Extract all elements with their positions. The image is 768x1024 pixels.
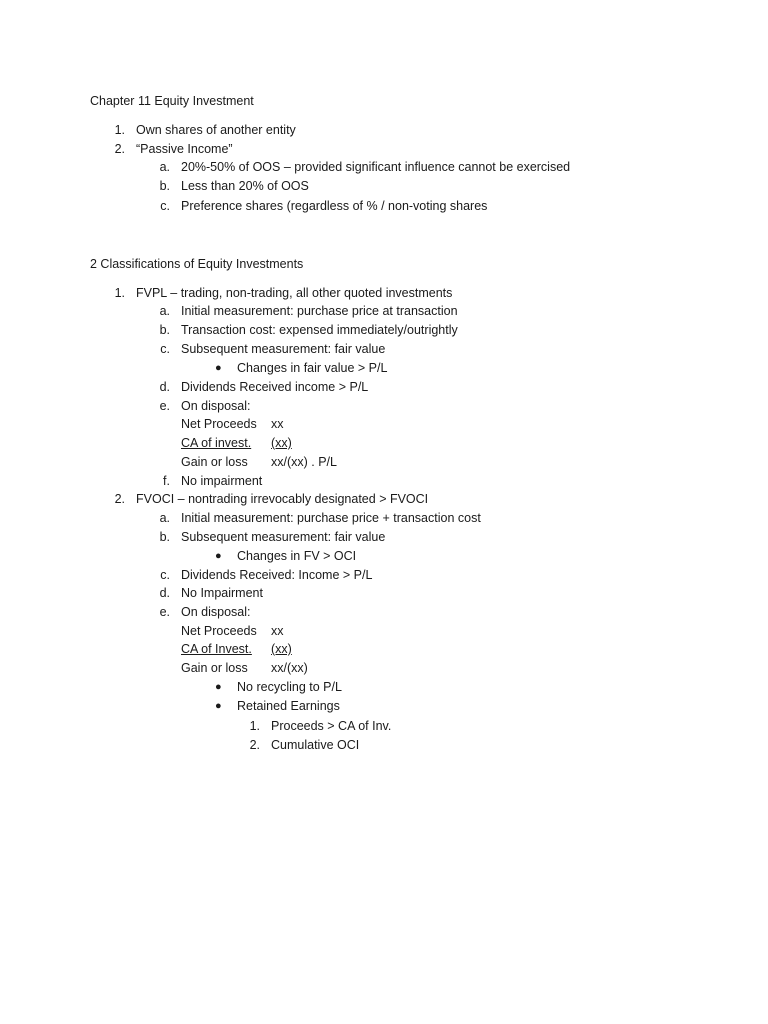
list-item: Less than 20% of OOS xyxy=(181,179,309,193)
list-item: Initial measurement: purchase price + transaction cost xyxy=(181,511,481,525)
fvpl-heading: FVPL – trading, non-trading, all other quoted investments xyxy=(136,286,453,300)
list-item: Cumulative OCI xyxy=(271,738,360,752)
list-marker: e. xyxy=(159,399,170,413)
bullet-icon: ● xyxy=(215,362,222,374)
list-item: Dividends Received: Income > P/L xyxy=(181,568,373,582)
carrying-amount-value: (xx) xyxy=(271,642,292,656)
list-marker: b. xyxy=(159,179,170,193)
list-marker: a. xyxy=(159,160,170,174)
list-item: Retained Earnings xyxy=(237,699,340,713)
list-marker: c. xyxy=(160,568,170,582)
list-marker: 2. xyxy=(249,738,260,752)
list-marker: 1. xyxy=(114,286,125,300)
list-marker: c. xyxy=(160,342,170,356)
bullet-icon: ● xyxy=(215,681,222,693)
list-item: Transaction cost: expensed immediately/outrightly xyxy=(181,323,458,337)
fvoci-heading: FVOCI – nontrading irrevocably designated > FVOCI xyxy=(136,492,429,506)
list-item: Changes in fair value > P/L xyxy=(237,361,388,375)
list-marker: b. xyxy=(159,530,170,544)
list-marker: d. xyxy=(159,380,170,394)
list-item: Changes in FV > OCI xyxy=(237,549,357,563)
list-marker: 2. xyxy=(114,492,125,506)
list-marker: e. xyxy=(159,605,170,619)
bullet-icon: ● xyxy=(215,700,222,712)
carrying-amount-value: (xx) xyxy=(271,436,292,450)
list-marker: a. xyxy=(159,304,170,318)
gain-loss-label: Gain or loss xyxy=(181,455,248,469)
gain-loss-value: xx/(xx) . P/L xyxy=(271,455,337,469)
list-marker: c. xyxy=(160,199,170,213)
net-proceeds-label: Net Proceeds xyxy=(181,624,257,638)
list-marker: 2. xyxy=(114,142,125,156)
list-item: No recycling to P/L xyxy=(237,680,342,694)
document-title: Chapter 11 Equity Investment xyxy=(90,94,254,108)
list-item: 20%-50% of OOS – provided significant influence cannot be exercised xyxy=(181,160,571,174)
bullet-icon: ● xyxy=(215,550,222,562)
list-item: Subsequent measurement: fair value xyxy=(181,530,386,544)
list-marker: 1. xyxy=(114,123,125,137)
gain-loss-label: Gain or loss xyxy=(181,661,248,675)
net-proceeds-label: Net Proceeds xyxy=(181,417,257,431)
net-proceeds-value: xx xyxy=(271,624,284,638)
list-item: Proceeds > CA of Inv. xyxy=(271,719,392,733)
list-item: Initial measurement: purchase price at transaction xyxy=(181,304,458,318)
list-item: On disposal: xyxy=(181,605,251,619)
list-marker: d. xyxy=(159,586,170,600)
gain-loss-value: xx/(xx) xyxy=(271,661,308,675)
list-item: On disposal: xyxy=(181,399,251,413)
list-marker: b. xyxy=(159,323,170,337)
list-item: Preference shares (regardless of % / non-voting shares xyxy=(181,199,488,213)
list-item: Subsequent measurement: fair value xyxy=(181,342,386,356)
carrying-amount-label: CA of Invest. xyxy=(181,642,252,656)
list-marker: a. xyxy=(159,511,170,525)
net-proceeds-value: xx xyxy=(271,417,284,431)
section-heading: 2 Classifications of Equity Investments xyxy=(90,257,304,271)
carrying-amount-label: CA of invest. xyxy=(181,436,252,450)
list-marker: f. xyxy=(163,474,170,488)
list-item: Dividends Received income > P/L xyxy=(181,380,369,394)
list-item: No impairment xyxy=(181,474,263,488)
list-item: Own shares of another entity xyxy=(136,123,296,137)
list-item: “Passive Income” xyxy=(136,142,233,156)
list-marker: 1. xyxy=(249,719,260,733)
list-item: No Impairment xyxy=(181,586,263,600)
